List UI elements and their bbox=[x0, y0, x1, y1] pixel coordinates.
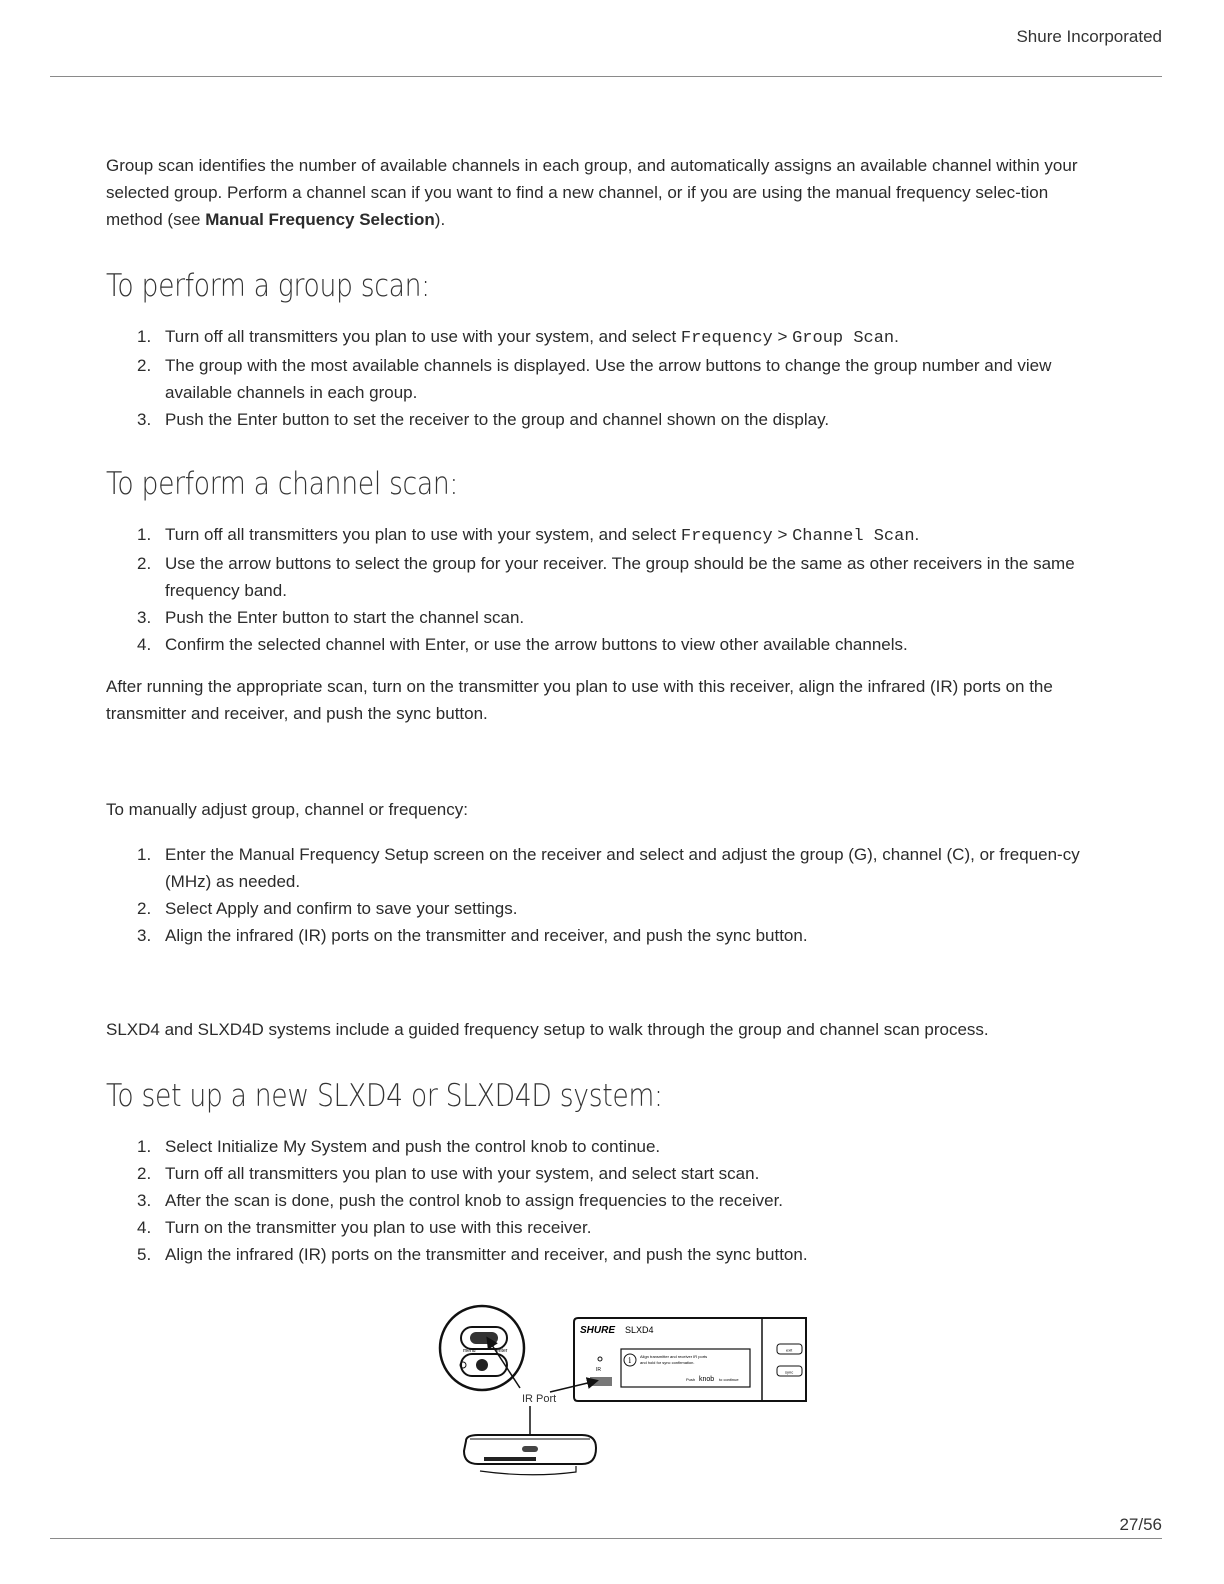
rx-ir-label: IR bbox=[596, 1367, 601, 1373]
header-rule bbox=[50, 76, 1162, 77]
list-item: 2. The group with the most available channels is displayed. Use the arrow buttons to change the group number and view available channels in each group. bbox=[137, 356, 1052, 402]
list-item: 2. Turn off all transmitters you plan to use with your system, and select start scan. bbox=[137, 1164, 760, 1183]
guided-title: To set up a new SLXD4 or SLXD4D system: bbox=[106, 1078, 663, 1114]
page-number: 27/56 bbox=[1119, 1515, 1162, 1534]
shure-logo: SHURE bbox=[580, 1325, 616, 1336]
list-item: 2. Select Apply and confirm to save your settings. bbox=[137, 899, 518, 918]
guided-intro-section bbox=[106, 1016, 1106, 1043]
list-item: 1. Turn off all transmitters you plan to use with your system, and select Frequency > Channel Scan. bbox=[137, 525, 920, 546]
exit-button-label: exit bbox=[786, 1347, 793, 1353]
list-item: 1. Turn off all transmitters you plan to use with your system, and select Frequency > Group Scan. bbox=[137, 327, 899, 348]
list-item: 1. Select Initialize My System and push the control knob to continue. bbox=[137, 1137, 661, 1156]
manual-intro-section bbox=[106, 796, 1106, 823]
list-item: 3. After the scan is done, push the control knob to assign frequencies to the receiver. bbox=[137, 1191, 784, 1210]
list-item: 4. Confirm the selected channel with Enter, or use the arrow buttons to view other available channels. bbox=[137, 635, 908, 654]
screen-line-1: Align transmitter and receiver IR ports bbox=[640, 1354, 708, 1359]
footer-rule bbox=[50, 1538, 1162, 1539]
group-scan-steps bbox=[106, 323, 1106, 433]
channel-scan-steps bbox=[106, 521, 1106, 658]
bodypack-side-view bbox=[464, 1435, 596, 1475]
transmitter-detail bbox=[440, 1306, 524, 1390]
manual-intro: To manually adjust group, channel or frequency: bbox=[106, 800, 468, 819]
group-scan-title: To perform a group scan: bbox=[106, 268, 430, 304]
screen-continue: to continue bbox=[719, 1377, 739, 1382]
info-icon: i bbox=[628, 1356, 632, 1365]
list-item: 4. Turn on the transmitter you plan to use with this receiver. bbox=[137, 1218, 592, 1237]
list-item: 3. Align the infrared (IR) ports on the transmitter and receiver, and push the sync button. bbox=[137, 926, 808, 945]
guided-intro: SLXD4 and SLXD4D systems include a guided frequency setup to walk through the group and channel scan process. bbox=[106, 1020, 989, 1039]
list-item: 1. Enter the Manual Frequency Setup screen on the receiver and select and adjust the group (G), channel (C), or frequen-cy (MHz) as needed. bbox=[137, 845, 1080, 891]
header-company: Shure Incorporated bbox=[1016, 27, 1162, 46]
channel-scan-title: To perform a channel scan: bbox=[106, 466, 459, 502]
list-item: 5. Align the infrared (IR) ports on the transmitter and receiver, and push the sync button. bbox=[137, 1245, 808, 1264]
intro-paragraph: Group scan identifies the number of available channels in each group, and automatically assigns an available channel within your selected group. Perform a channel scan if you want to find a new channel, or if you are using the manual frequency selec-tion method (see Manual Frequency Selection). bbox=[106, 156, 1078, 229]
list-item: 2. Use the arrow buttons to select the group for your receiver. The group should be the same as other receivers in the same frequency band. bbox=[137, 554, 1075, 600]
guided-steps bbox=[106, 1133, 1106, 1268]
ir-sync-figure bbox=[430, 1296, 810, 1486]
screen-line-2: and hold for sync confirmation. bbox=[640, 1360, 695, 1365]
manual-steps bbox=[106, 841, 1106, 949]
guided-title-section bbox=[106, 1078, 1106, 1114]
list-item: 3. Push the Enter button to set the receiver to the group and channel shown on the display. bbox=[137, 410, 830, 429]
tx-enter-label: enter bbox=[496, 1348, 508, 1354]
receiver-panel bbox=[574, 1318, 806, 1401]
channel-scan-section bbox=[106, 466, 1106, 502]
after-scan-paragraph: After running the appropriate scan, turn on the transmitter you plan to use with this receiver, align the infrared (IR) ports on the transmitter and receiver, and push the sync button. bbox=[106, 677, 1053, 723]
after-scan-section bbox=[106, 673, 1106, 727]
intro-section bbox=[106, 152, 1106, 233]
sync-button-label: sync bbox=[785, 1369, 794, 1375]
list-item: 3. Push the Enter button to start the channel scan. bbox=[137, 608, 525, 627]
screen-push: Push bbox=[686, 1377, 696, 1382]
model-label: SLXD4 bbox=[625, 1325, 654, 1335]
screen-knob: knob bbox=[699, 1376, 715, 1383]
manual-frequency-link[interactable]: Manual Frequency Selection bbox=[205, 210, 435, 229]
ir-port-callout: IR Port bbox=[522, 1393, 557, 1405]
tx-menu-label: menu bbox=[463, 1348, 476, 1354]
group-scan-section bbox=[106, 268, 1106, 304]
